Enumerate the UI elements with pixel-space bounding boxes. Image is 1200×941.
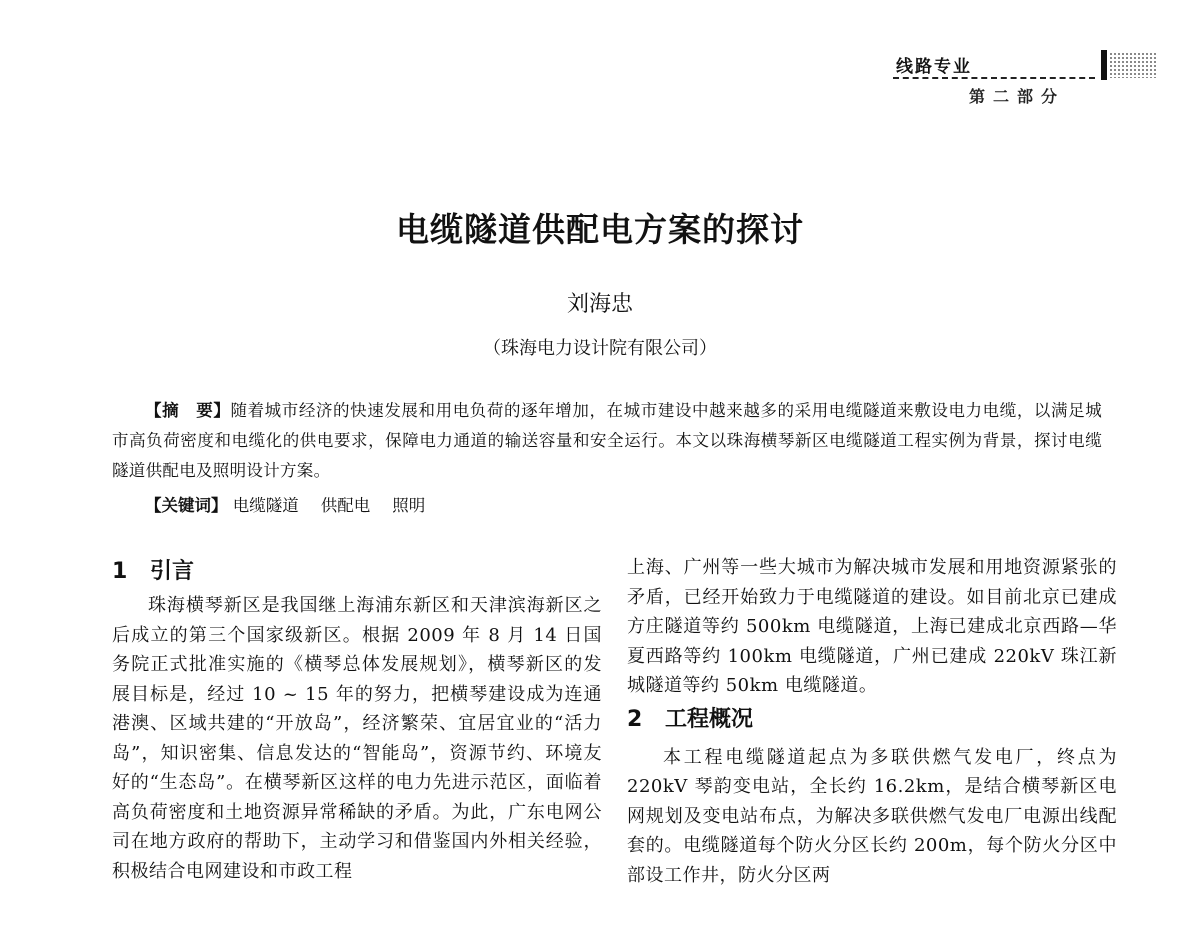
abstract-text: 随着城市经济的快速发展和用电负荷的逐年增加，在城市建设中越来越多的采用电缆隧道来敷设电力电缆，以满足城市高负荷密度和电缆化的供电要求，保障电力通道的输送容量和安全运行。本文以珠海横琴新区电缆隧道工程实例为背景，探讨电缆隧道供配电及照明设计方案。 [112, 401, 1102, 480]
overview-paragraph: 本工程电缆隧道起点为多联供燃气发电厂，终点为 220kV 琴韵变电站，全长约 16.2km，是结合横琴新区电网规划及变电站布点，为解决多联供燃气发电厂电源出线配套的。电缆隧道每个防火分区长约 200m，每个防火分区中部设工作井，防火分区两 [627, 746, 1117, 886]
section-number: 1 [112, 559, 128, 584]
keywords-label: 【关键词】 [145, 496, 228, 515]
intro-paragraph-continued: 上海、广州等一些大城市为解决城市发展和用地资源紧张的矛盾，已经开始致力于电缆隧道的建设。如目前北京已建成方庄隧道等约 500km 电缆隧道，上海已建成北京西路—华夏西路等约 100km 电缆隧道，广州已建成 220kV 珠江新城隧道等约 50km 电缆隧道。 [627, 557, 1117, 696]
right-column [627, 553, 1117, 890]
section-title: 引言 [150, 559, 195, 584]
header-section-label: 线路专业 [896, 57, 972, 77]
running-header [893, 50, 1153, 114]
header-dot-pattern [1109, 52, 1157, 78]
section-heading-intro [112, 553, 602, 591]
section-number: 2 [627, 706, 643, 732]
header-bar-marker [1101, 50, 1107, 80]
header-part-label: 第二部分 [969, 87, 1066, 106]
abstract-label: 【摘 要】 [145, 401, 231, 420]
keyword-item: 电缆隧道 [232, 496, 299, 515]
keywords [112, 491, 1102, 521]
intro-paragraph: 珠海横琴新区是我国继上海浦东新区和天津滨海新区之后成立的第三个国家级新区。根据 2009 年 8 月 14 日国务院正式批准实施的《横琴总体发展规划》，横琴新区的发展目标是，经过 10 ~ 15 年的努力，把横琴建设成为连通港澳、区域共建的“开放岛”，经济繁荣、宜居宜业的“活力岛”，知识密集、信息发达的“智能岛”，资源节约、环境友好的“生态岛”。在横琴新区这样的电力先进示范区，面临着高负荷密度和土地资源异常稀缺的矛盾。为此，广东电网公司在地方政府的帮助下，主动学习和借鉴国内外相关经验，积极结合电网建设和市政工程 [112, 595, 602, 882]
header-dashed-rule [893, 77, 1095, 79]
paper-author: 刘海忠 [566, 292, 633, 317]
abstract [112, 396, 1102, 486]
keyword-item: 供配电 [320, 496, 371, 515]
section-heading-overview [627, 701, 1117, 739]
keyword-item: 照明 [392, 496, 426, 515]
paper-affiliation: （珠海电力设计院有限公司） [483, 338, 717, 359]
section-title: 工程概况 [665, 706, 754, 732]
paper-title: 电缆隧道供配电方案的探讨 [396, 210, 804, 249]
left-column [112, 553, 602, 886]
